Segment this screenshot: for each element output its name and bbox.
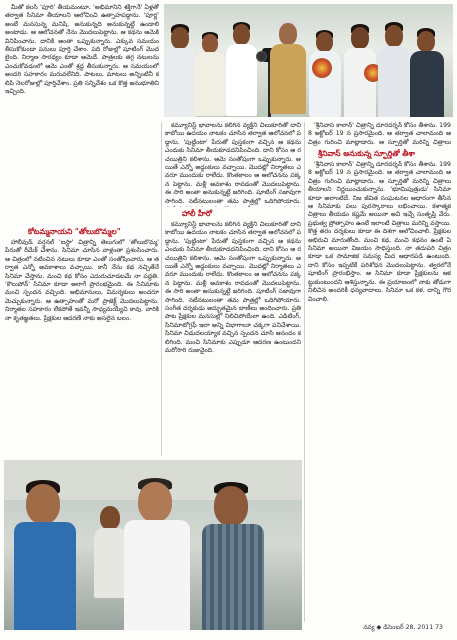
- section-heading: కోటమ్మనాయని "తోలుబొమ్మల": [28, 227, 121, 236]
- column-middle-bottom: [165, 221, 301, 456]
- column-divider: [304, 122, 305, 622]
- column-left-top: [5, 4, 159, 224]
- section-heading: హాలీ హీరో: [182, 209, 212, 218]
- column-left-bottom: [5, 239, 159, 457]
- group-photo-top: [164, 4, 453, 117]
- column-right-main: [308, 161, 451, 620]
- paragraph: కమ్యూనిస్ట్ భావాలను కలిగిన వ్యక్తిని చిలుకూరితో దాని కాబోయి ఉదయం నాటకం చూసిన తర్వాత ఆలోచనలో పడ్డాను. 'పుట్టింటా' పేరుతో పుస్తకంగా వచ్చిన ఆ కథను ఎందుకు సినిమా తీయకూడదనిపించింది. దాని కోసం ఆ రచయిత్రిని కలిశాను. ఆమె సంతోషంగా ఒప్పుకున్నారు. అయితే ఎన్నో అడ్డంకులు వచ్చాయి. మొదట్లో నిర్మాతలు ఎవరూ ముందుకు రాలేదు. కొంతకాలం ఆ ఆలోచనను పక్కన పెట్టాను. మళ్లీ అవకాశం రావడంతో మొదలుపెట్టాను. ఈ సారి అంతా అనుకున్నట్టే జరిగింది. షూటింగ్ సజావుగా సాగింది. నటీనటులంతా తమ పాత్రల్లో ఒదిగిపోయారు.: [165, 122, 301, 205]
- paragraph: హాలీవుడ్ వర్షనల్ 'ఐస్టా' చిత్రాన్ని తెలుగులో 'తోలుబొమ్మ' పేరుతో రీమేక్ చేశాను. సినిమా చూసిన వాళ్లంతా ప్రశంసించారు. ఆ చిత్రంలో నటించిన నటులు కూడా ఎంతో సంతోషించారు. ఆ తర్వాత ఎన్నో అవకాశాలు వచ్చాయి. కానీ నేను కథ నచ్చితేనే సినిమా చేస్తాను. మంచి కథ కోసం ఎదురుచూడటమే నా పద్ధతి. 'కౌలుపోన్' సినిమా కూడా అలాగే ప్రారంభమైంది. ఈ సినిమాకు మంచి స్పందన వచ్చింది. అభిమానులు, విమర్శకులు అందరూ మెచ్చుకున్నారు. ఆ ఉత్సాహంతో మరో ప్రాజెక్ట్ మొదలుపెట్టాను. నిర్మాతల సహకారం లేకపోతే ఇవన్నీ సాధ్యమయ్యేవి కావు. వారికి నా కృతజ్ఞతలు. ప్రేక్షకుల ఆదరణే నాకు అసలైన బలం.: [5, 239, 159, 322]
- page-footer: నవ్య ◆ డిసెంబర్ 28, 2011 73: [363, 624, 443, 631]
- section-heading: శ్రీనివాస్ అనుకున్న స్ఫూర్తితో తీశా: [318, 149, 415, 158]
- event-photo-bottom: [4, 460, 302, 630]
- paragraph: మీతో కలసి 'పూరి' తీయమంటూ, 'అభిమానిని శక్తిగానే' ఏళ్లతో తర్వాత సినిమా తీయాలని ఆలోచించి ఉత్సాహపడ్డాను. 'పూర్ణ' అంటే మనసున్న మనిషి. అనుకున్నది అనుకున్నట్టే ఉండాలి అంటాడు. ఆ ఆలోచనతో నేను మొదలుపెట్టాను. ఆ కథను ఆమెకి వినిపించాను. దానికి అంతా ఒప్పుకున్నారు. ఎక్కువ సమయం తీసుకోకుండా పనులు పూర్తి చేశాం. పది రోజుల్లో షూటింగ్ మొదలైంది. నిర్మాణ సారథ్యం కూడా ఆమెదే. పాత్రలకు తగ్గ నటులను ఎంచుకోవడంలో ఆమె ఎంతో శ్రద్ధ తీసుకున్నారు. ఆ సమయంలో అందరి సహకారం మరువలేనిది. పాటలు, మాటలు అన్నింటినీ కలిపి నెలరోజుల్లో పూర్తిచేశాం. ప్రతి సన్నివేశం ఒక కొత్త అనుభూతిని ఇచ్చింది.: [5, 4, 159, 96]
- column-right-top: [308, 122, 451, 146]
- column-middle-top: [165, 122, 301, 207]
- camera-lens: [256, 51, 267, 62]
- paragraph: కమ్యూనిస్ట్ భావాలను కలిగిన వ్యక్తిని చిలుకూరితో దాని కాబోయి ఉదయం నాటకం చూసిన తర్వాత ఆలోచనలో పడ్డాను. 'పుట్టింటా' పేరుతో పుస్తకంగా వచ్చిన ఆ కథను ఎందుకు సినిమా తీయకూడదనిపించింది. దాని కోసం ఆ రచయిత్రిని కలిశాను. ఆమె సంతోషంగా ఒప్పుకున్నారు. అయితే ఎన్నో అడ్డంకులు వచ్చాయి. మొదట్లో నిర్మాతలు ఎవరూ ముందుకు రాలేదు. కొంతకాలం ఆ ఆలోచనను పక్కన పెట్టాను. మళ్లీ అవకాశం రావడంతో మొదలుపెట్టాను. ఈ సారి అంతా అనుకున్నట్టే జరిగింది. షూటింగ్ సజావుగా సాగింది. నటీనటులంతా తమ పాత్రల్లో ఒదిగిపోయారు. సంగీత దర్శకుడు అద్భుతమైన బాణీలు అందించారు. ప్రతి పాట ప్రేక్షకుల మనసుల్లో నిలిచిపోయేలా ఉంది. ఎడిటింగ్, సినిమాటోగ్రఫీ ఇలా అన్ని విభాగాలూ చక్కగా పనిచేశాయి. సినిమా విడుదలయ్యాక వచ్చిన స్పందన చూసి ఆనందం కలిగింది. మంచి సినిమాకు ఎప్పుడూ ఆదరణ ఉంటుందని మరోసారి రుజువైంది.: [165, 221, 301, 355]
- column-divider: [161, 122, 162, 456]
- paragraph: 'శ్రీనివాస కాలాన్' చిత్రాన్ని దూరదర్శన్ కోసం తీశాను. 1998 అక్టోబర్ 19 న ప్రసారమైంది. ఆ తర్వాత చాలామంది ఆ చిత్రం గురించి మాట్లాడారు. ఆ స్ఫూర్తితో మరిన్ని చిత్రాలు: [308, 122, 451, 146]
- paragraph: 'శ్రీనివాస కాలాన్' చిత్రాన్ని దూరదర్శన్ కోసం తీశాను. 1998 అక్టోబర్ 19 న ప్రసారమైంది. ఆ తర్వాత చాలామంది ఆ చిత్రం గురించి మాట్లాడారు. ఆ స్ఫూర్తితో మరిన్ని చిత్రాలు తీయాలని నిర్ణయించుకున్నాను. 'భూమిపుత్రుడు' సినిమా కూడా అలాంటిదే. నిజ జీవిత సంఘటనల ఆధారంగా తీసిన ఆ సినిమాకు పలు పురస్కారాలు లభించాయి. కళాత్మక చిత్రాలు తీయడం కష్టమే అయినా అవి ఇచ్చే సంతృప్తి వేరు. ప్రభుత్వ ప్రోత్సాహం ఉంటే ఇలాంటి చిత్రాలు మరిన్ని వస్తాయి. కొత్త తరం దర్శకులు కూడా ఈ దిశగా ఆలోచించాలి. ప్రేక్షకుల అభిరుచి మారుతోంది. మంచి కథ, మంచి కథనం ఉంటే ఏ సినిమా అయినా విజయం సాధిస్తుంది. నా తదుపరి చిత్రం కూడా ఒక సామాజిక సమస్య మీద ఆధారపడి ఉంటుంది. దాని కోసం ఇప్పటికే పరిశోధన మొదలుపెట్టాను. త్వరలోనే షూటింగ్ ప్రారంభిస్తాం. ఆ సినిమా కూడా ప్రేక్షకులను ఆకట్టుకుంటుందని ఆశిస్తున్నాను. ఈ ప్రయాణంలో నాకు తోడుగా నిలిచిన అందరికీ ధన్యవాదాలు. సినిమా ఒక కళ, దాన్ని గౌరవించాలి.: [308, 161, 451, 303]
- flower-bouquet: [312, 58, 332, 78]
